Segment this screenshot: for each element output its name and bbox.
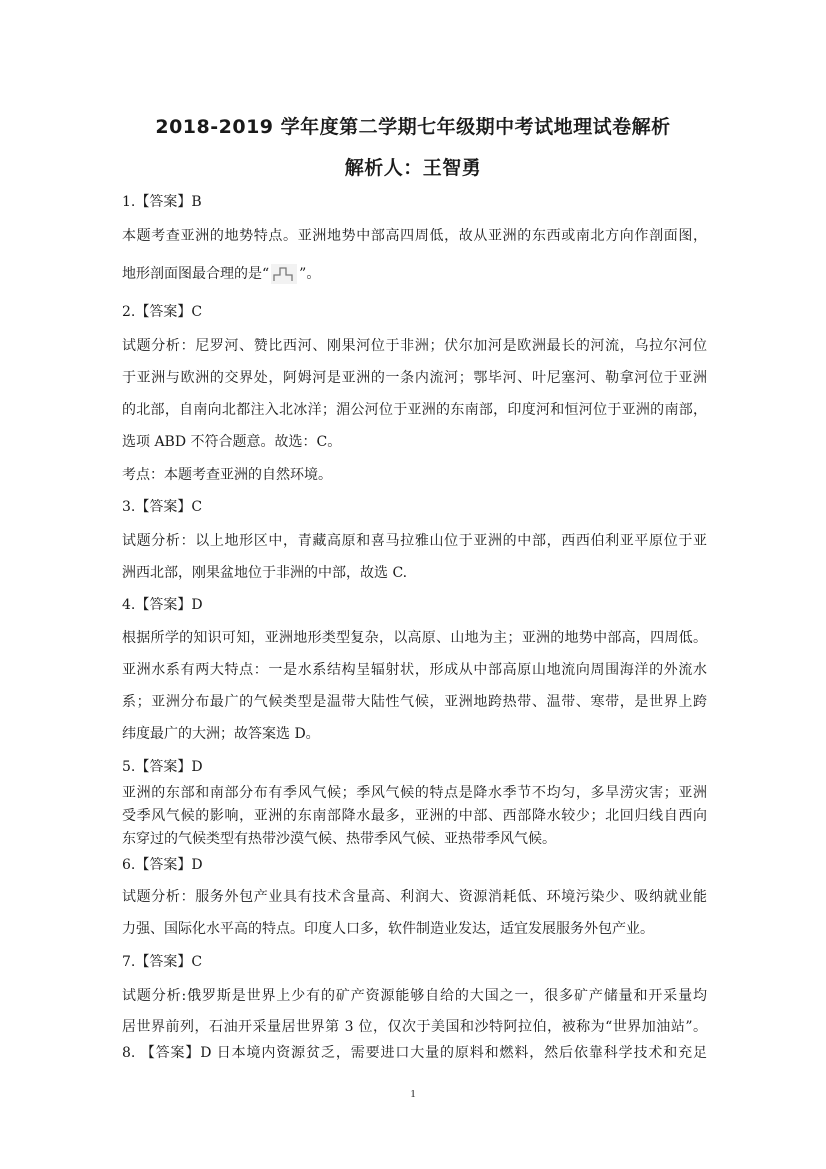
- q8-line-1: 8. 【答案】D 日本境内资源贫乏，需要进口大量的原料和燃料，然后依靠科学技术和充足: [122, 1045, 707, 1061]
- q5-line-2: 受季风气候的影响，亚洲的东南部降水最多，亚洲的中部、西部降水较少；北回归线自西向: [122, 808, 707, 824]
- q2-line-4: 选项 ABD 不符合题意。故选：C。: [122, 434, 342, 450]
- q1-line-1: 本题考查亚洲的地势特点。亚洲地势中部高四周低，故从亚洲的东西或南北方向作剖面图，: [122, 228, 707, 244]
- author-line: 解析人：王智勇: [344, 157, 482, 179]
- page-number: 1: [410, 1088, 416, 1100]
- q2-line-1: 试题分析：尼罗河、赞比西河、刚果河位于非洲；伏尔加河是欧洲最长的河流，乌拉尔河位: [122, 338, 707, 354]
- q4-line-2: 亚洲水系有两大特点：一是水系结构呈辐射状，形成从中部高原山地流向周围海洋的外流水: [122, 662, 707, 678]
- q3-line-1: 试题分析：以上地形区中，青藏高原和喜马拉雅山位于亚洲的中部，西西伯利亚平原位于亚: [122, 533, 707, 549]
- q2-answer: 2.【答案】C: [122, 304, 203, 320]
- q2-line-2: 于亚洲与欧洲的交界处，阿姆河是亚洲的一条内流河；鄂毕河、叶尼塞河、勒拿河位于亚洲: [122, 370, 707, 386]
- q3-line-2: 洲西北部，刚果盆地位于非洲的中部，故选 C.: [122, 565, 408, 581]
- q1-answer: 1.【答案】B: [122, 194, 202, 210]
- q7-line-2: 居世界前列，石油开采量居世界第 3 位，仅次于美国和沙特阿拉伯，被称为“世界加油站”。: [122, 1019, 707, 1035]
- q4-line-4: 纬度最广的大洲；故答案选 D。: [122, 726, 320, 742]
- q5-line-3: 东穿过的气候类型有热带沙漠气候、热带季风气候、亚热带季风气候。: [122, 831, 556, 847]
- q1-line-2: [122, 264, 707, 284]
- q1-line-2-before: 地形剖面图最合理的是“: [122, 266, 270, 282]
- q6-answer: 6.【答案】D: [122, 857, 203, 873]
- q4-answer: 4.【答案】D: [122, 597, 203, 613]
- q7-answer: 7.【答案】C: [122, 954, 203, 970]
- q2-line-3: 的北部，自南向北都注入北冰洋；湄公河位于亚洲的东南部，印度河和恒河位于亚洲的南部，: [122, 402, 707, 418]
- q4-line-1: 根据所学的知识可知，亚洲地形类型复杂，以高原、山地为主；亚洲的地势中部高，四周低。: [122, 630, 707, 646]
- q1-line-2-after: ”。: [299, 266, 321, 282]
- q6-line-1: 试题分析：服务外包产业具有技术含量高、利润大、资源消耗低、环境污染少、吸纳就业能: [122, 889, 707, 905]
- q5-answer: 5.【答案】D: [122, 759, 203, 775]
- q3-answer: 3.【答案】C: [122, 499, 203, 515]
- step-profile-icon: [271, 264, 297, 284]
- q7-line-1: 试题分析:俄罗斯是世界上少有的矿产资源能够自给的大国之一，很多矿产储量和开采量均: [122, 988, 707, 1004]
- q6-line-2: 力强、国际化水平高的特点。印度人口多，软件制造业发达，适宜发展服务外包产业。: [122, 921, 654, 937]
- document-title: 2018-2019 学年度第二学期七年级期中考试地理试卷解析: [155, 116, 671, 138]
- q5-line-1: 亚洲的东部和南部分布有季风气候；季风气候的特点是降水季节不均匀，多旱涝灾害；亚洲: [122, 785, 707, 801]
- q4-line-3: 系；亚洲分布最广的气候类型是温带大陆性气候，亚洲地跨热带、温带、寒带，是世界上跨: [122, 694, 707, 710]
- q2-line-5: 考点：本题考查亚洲的自然环境。: [122, 467, 332, 483]
